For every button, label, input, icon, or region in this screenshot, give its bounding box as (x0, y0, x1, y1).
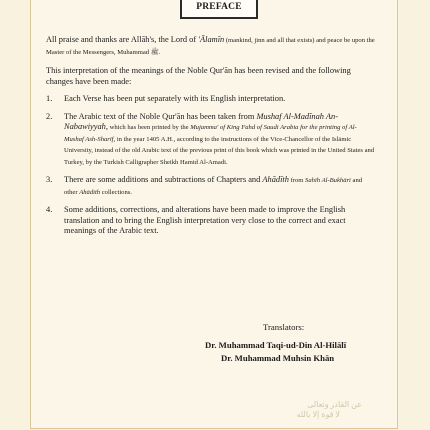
faded-arabic-text: عن القادر وتعالى (307, 400, 362, 409)
translator-name: Dr. Muhammad Taqi-ud-Din Al-Hilālī (205, 339, 347, 350)
list-small-text: in the year 1405 A.H., according to the instructions of the Vice-Chancellor of the Islāmic University, instead of the old Arabic text of the previous print of this book which was printed in the United States and Turkey, by the Turkish Calligrapher Sheikh Hamid Al-Amadi. (64, 135, 375, 166)
intro-italic-term: 'Ālamīn (198, 35, 225, 44)
list-number: 3. (46, 175, 53, 184)
intro-paragraph (46, 35, 376, 58)
page-title: PREFACE (196, 2, 242, 12)
revision-paragraph: This interpretation of the meanings of the Noble Qur'ān has been revised and the following changes have been made: (46, 66, 351, 86)
list-text: The Arabic text of the Noble Qur'ān has been taken from (64, 111, 257, 121)
list-text: Some additions, corrections, and alterations have been made to improve the English translation and to bring the English interpretation very close to the correct and exact meanings of the Arabic text. (64, 205, 346, 235)
intro-ending-text: and peace be upon the Master of the Messengers, Muhammad ﷺ. (46, 37, 375, 56)
list-small-text: which has been printed by the (107, 124, 191, 131)
list-small-text: collections. (100, 188, 132, 196)
list-number: 2. (46, 111, 53, 121)
translator-name: Dr. Muhammad Muhsin Khān (221, 353, 335, 363)
list-item (46, 175, 376, 198)
list-item (46, 94, 376, 105)
ahadith-term: Ahādīth (262, 175, 289, 184)
printing-source: Mujamma' of King Fahd of Saudi Arabia for the printing of Al-Mushaf Ash-Sharīf, (64, 124, 357, 143)
title-tab (180, 0, 258, 19)
list-number: 1. (46, 94, 53, 103)
translators-block (205, 322, 385, 367)
list-number: 4. (46, 205, 53, 214)
source-title: Sahīh Al-Bukhārī (305, 177, 351, 184)
source-title: Mushaf Al-Madīnah An-Nabawiyyah, (64, 111, 339, 131)
faded-arabic-text: لا قوة إلا بالله (296, 410, 340, 419)
intro-text: All praise and thanks are Allāh's, the Lord of (46, 35, 199, 44)
ahadith-term: Ahādīth (79, 188, 101, 196)
list-small-text: from (288, 177, 306, 184)
list-text: There are some additions and subtractions of Chapters and (64, 175, 263, 184)
list-item (46, 205, 376, 237)
list-text: Each Verse has been put separately with its English interpretation. (64, 94, 286, 103)
intro-small-text: (mankind, jinn and all that exists) (224, 37, 315, 44)
list-item (46, 112, 376, 169)
preface-content (46, 35, 376, 244)
list-small-text: and other (64, 177, 363, 196)
translators-label: Translators: (263, 322, 305, 332)
